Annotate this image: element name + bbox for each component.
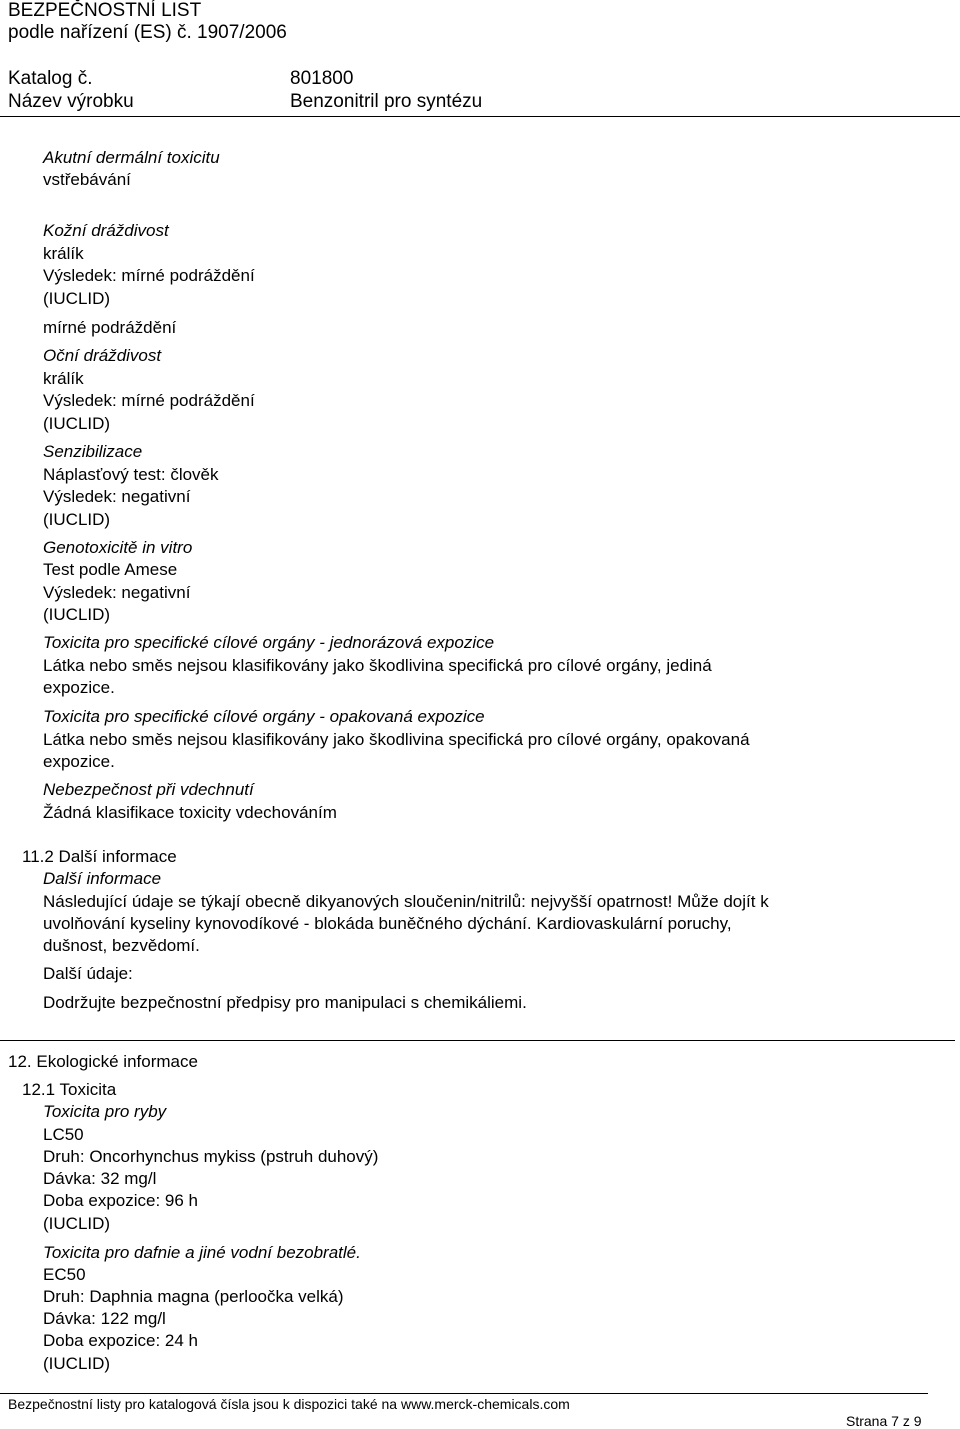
stot-repeated-heading: Toxicita pro specifické cílové orgány - opakovaná expozice xyxy=(43,707,485,726)
aspiration-heading: Nebezpečnost při vdechnutí xyxy=(43,780,254,799)
stot-repeated-text-2: expozice. xyxy=(43,752,115,771)
section-12-title: 12. Ekologické informace xyxy=(8,1052,198,1071)
fish-species-label: Druh: xyxy=(43,1147,85,1166)
section-11-2-title: 11.2 Další informace xyxy=(22,847,177,866)
product-name: Benzonitril pro syntézu xyxy=(290,91,483,112)
sensitization-test: Náplasťový test: člověk xyxy=(43,465,219,484)
stot-repeated-text-1: Látka nebo směs nejsou klasifikovány jako škodlivina specifická pro cílové orgány, opakovaná xyxy=(43,730,750,749)
sensitization-heading: Senzibilizace xyxy=(43,442,143,461)
stot-single-heading: Toxicita pro specifické cílové orgány - jednorázová expozice xyxy=(43,633,495,652)
eye-irritation-result: Výsledek: mírné podráždění xyxy=(43,391,255,410)
eye-irritation-species: králík xyxy=(43,369,84,388)
additional-info-heading: Další informace xyxy=(43,869,162,888)
daphnia-toxicity-dose: Dávka: 122 mg/l xyxy=(43,1309,166,1328)
catalog-number: 801800 xyxy=(290,68,354,89)
section-divider xyxy=(0,1040,955,1041)
additional-info-text-3: dušnost, bezvědomí. xyxy=(43,936,200,955)
stot-single-text-1: Látka nebo směs nejsou klasifikovány jako škodlivina specifická pro cílové orgány, jediná xyxy=(43,656,712,675)
daphnia-toxicity-heading: Toxicita pro dafnie a jiné vodní bezobratlé. xyxy=(43,1243,361,1262)
skin-irritation-summary: mírné podráždění xyxy=(43,318,177,337)
document-title: BEZPEČNOSTNÍ LIST xyxy=(8,0,202,21)
additional-info-text-1: Následující údaje se týkají obecně dikyanových sloučenin/nitrilů: nejvyšší opatrnost! Může dojít k xyxy=(43,892,769,911)
daphnia-toxicity-source: (IUCLID) xyxy=(43,1354,111,1373)
sensitization-source: (IUCLID) xyxy=(43,510,111,529)
stot-single-text-2: expozice. xyxy=(43,678,115,697)
additional-info-text-2: uvolňování kyseliny kynovodíkové - blokáda buněčného dýchání. Kardiovaskulární poruchy, xyxy=(43,914,732,933)
aspiration-text: Žádná klasifikace toxicity vdechováním xyxy=(43,803,337,822)
other-data-text: Dodržujte bezpečnostní předpisy pro manipulaci s chemikáliemi. xyxy=(43,993,527,1012)
footer-note: Bezpečnostní listy pro katalogová čísla jsou k dispozici také na www.merck-chemicals.com xyxy=(8,1396,570,1412)
sensitization-result: Výsledek: negativní xyxy=(43,487,191,506)
other-data-label: Další údaje: xyxy=(43,964,133,983)
page-number: Strana 7 z 9 xyxy=(846,1413,922,1429)
skin-irritation-heading: Kožní dráždivost xyxy=(43,221,169,240)
fish-toxicity-heading: Toxicita pro ryby xyxy=(43,1102,167,1121)
skin-irritation-species: králík xyxy=(43,244,84,263)
header-divider xyxy=(0,116,960,117)
fish-toxicity-endpoint: LC50 xyxy=(43,1125,84,1144)
fish-toxicity-dose: Dávka: 32 mg/l xyxy=(43,1169,157,1188)
eye-irritation-heading: Oční dráždivost xyxy=(43,346,162,365)
product-label: Název výrobku xyxy=(8,91,134,112)
dermal-toxicity-heading: Akutní dermální toxicitu xyxy=(43,148,220,167)
footer-divider xyxy=(0,1393,928,1394)
daphnia-toxicity-endpoint: EC50 xyxy=(43,1265,86,1284)
skin-irritation-source: (IUCLID) xyxy=(43,289,111,308)
genotoxicity-result: Výsledek: negativní xyxy=(43,583,191,602)
daphnia-toxicity-species xyxy=(43,1286,344,1308)
regulation-reference: podle nařízení (ES) č. 1907/2006 xyxy=(8,22,287,43)
catalog-label: Katalog č. xyxy=(8,68,93,89)
fish-species-value: Oncorhynchus mykiss (pstruh duhový) xyxy=(89,1147,379,1166)
daphnia-species-value: Daphnia magna (perloočka velká) xyxy=(89,1287,344,1306)
genotoxicity-heading: Genotoxicitě in vitro xyxy=(43,538,193,557)
daphnia-species-label: Druh: xyxy=(43,1287,85,1306)
fish-toxicity-source: (IUCLID) xyxy=(43,1214,111,1233)
daphnia-toxicity-duration: Doba expozice: 24 h xyxy=(43,1331,198,1350)
fish-toxicity-duration: Doba expozice: 96 h xyxy=(43,1191,198,1210)
skin-irritation-result: Výsledek: mírné podráždění xyxy=(43,266,255,285)
eye-irritation-source: (IUCLID) xyxy=(43,414,111,433)
genotoxicity-source: (IUCLID) xyxy=(43,605,111,624)
genotoxicity-test: Test podle Amese xyxy=(43,560,178,579)
section-12-1-title: 12.1 Toxicita xyxy=(22,1080,117,1099)
dermal-toxicity-route: vstřebávání xyxy=(43,170,131,189)
fish-toxicity-species xyxy=(43,1146,378,1168)
